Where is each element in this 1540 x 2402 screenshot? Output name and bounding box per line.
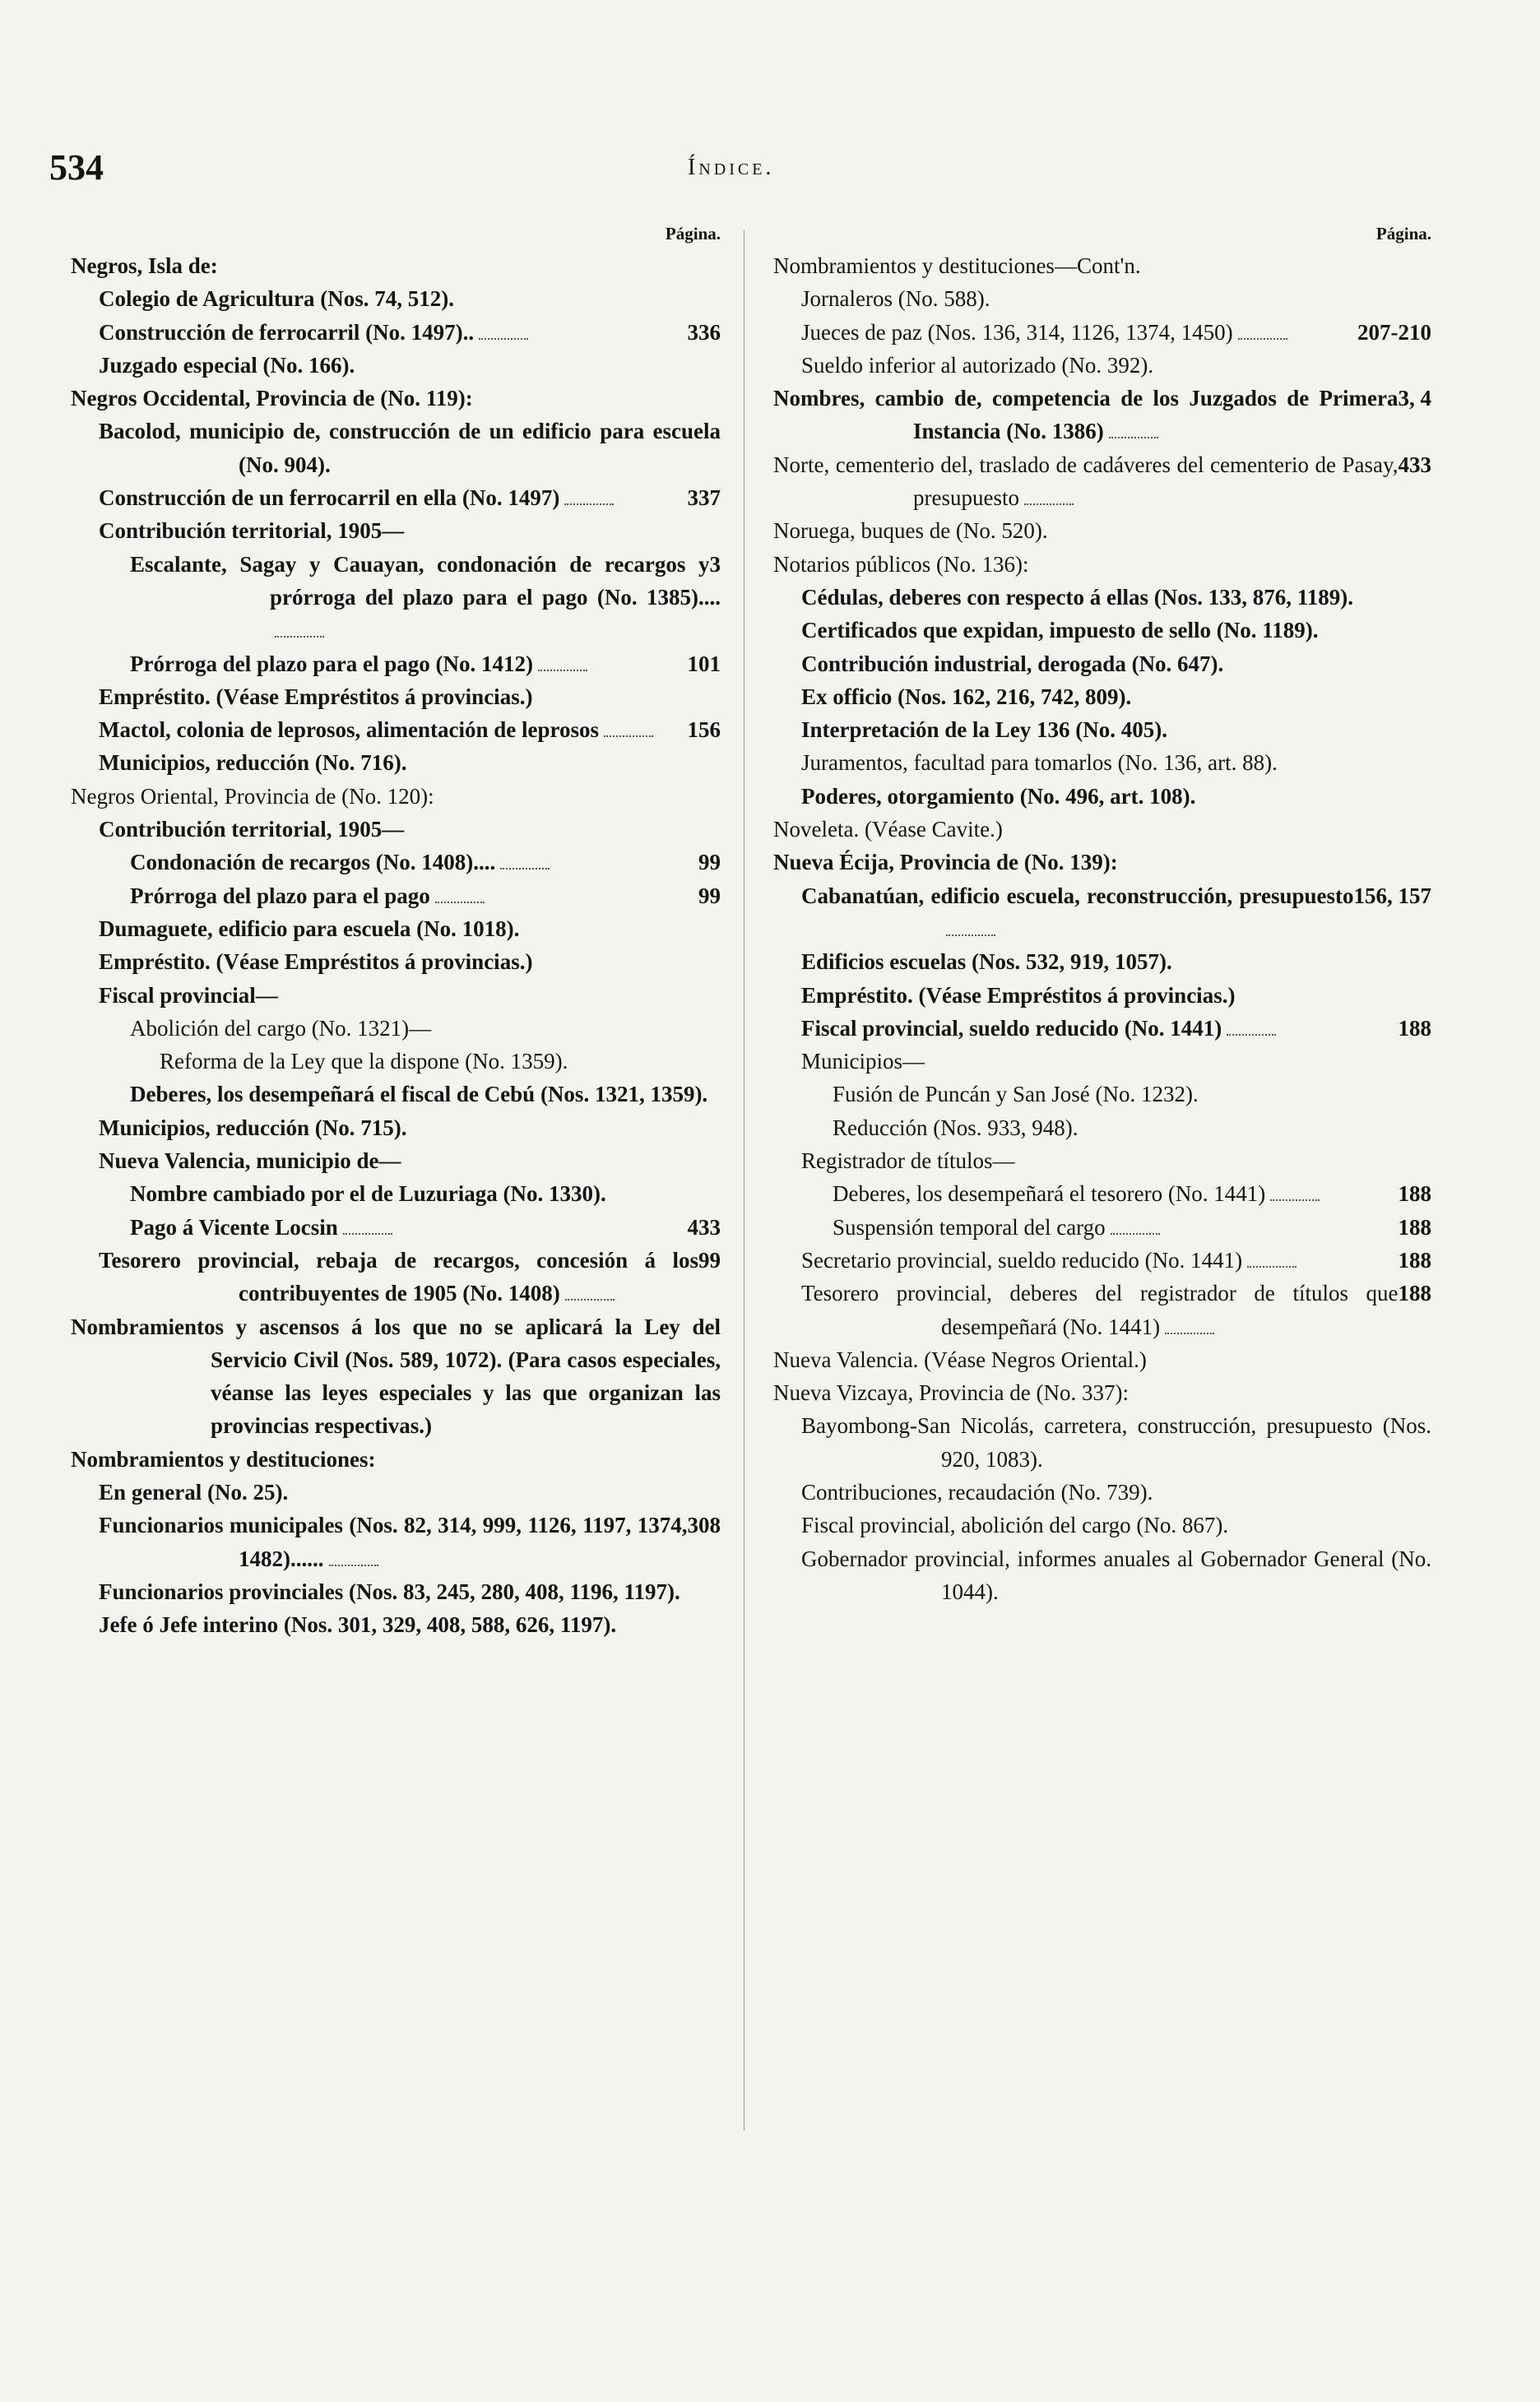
index-entry-page: 188	[1398, 1181, 1431, 1207]
index-entry	[71, 1211, 721, 1244]
dot-leader	[275, 636, 324, 638]
index-entry-text: En general (No. 25).	[99, 1479, 289, 1505]
index-entry	[71, 1144, 721, 1177]
index-entry	[71, 647, 721, 680]
index-entry	[71, 979, 721, 1012]
index-entry-text: Nombramientos y destituciones—Cont'n.	[773, 253, 1141, 278]
index-entry-text: Deberes, los desempeñará el tesorero (No. 1441)	[833, 1181, 1266, 1207]
index-entry-text: Municipios, reducción (No. 715).	[99, 1115, 407, 1140]
index-entry	[71, 912, 721, 945]
index-entry-text: Registrador de títulos—	[801, 1148, 1015, 1174]
index-entry	[71, 1244, 721, 1310]
index-entry-page: 188	[1398, 1247, 1431, 1273]
index-entry-text: Noruega, buques de (No. 520).	[773, 518, 1048, 544]
index-entry-text: Nueva Valencia. (Véase Negros Oriental.)	[773, 1347, 1147, 1372]
index-entry-text: Tesorero provincial, rebaja de recargos, concesión á los contribuyentes de 1905 (No. 1408)	[99, 1247, 698, 1306]
index-entry	[773, 1277, 1431, 1343]
index-entry	[773, 1177, 1431, 1210]
index-entry	[773, 1012, 1431, 1045]
dot-leader	[564, 503, 614, 505]
index-entry-page: 3, 4	[1398, 386, 1431, 411]
index-entry	[773, 1343, 1431, 1376]
dot-leader	[1109, 437, 1158, 438]
index-entry-text: Empréstito. (Véase Empréstitos á provincias.)	[99, 684, 533, 709]
index-entry-text: Negros Occidental, Provincia de (No. 119):	[71, 386, 473, 411]
index-entry-text: Fiscal provincial—	[99, 982, 278, 1008]
index-entry	[71, 514, 721, 547]
index-entry-text: Prórroga del plazo para el pago (No. 1412)	[130, 651, 533, 676]
index-entry-text: Gobernador provincial, informes anuales al Gobernador General (No. 1044).	[801, 1546, 1431, 1604]
index-entry-text: Mactol, colonia de leprosos, alimentación de leprosos	[99, 717, 599, 743]
index-entry	[773, 614, 1431, 647]
index-entry-text: Jueces de paz (Nos. 136, 314, 1126, 1374, 1450)	[801, 319, 1233, 345]
index-entry	[71, 1509, 721, 1575]
index-entry	[773, 647, 1431, 680]
index-entry	[773, 316, 1431, 349]
index-entry-text: Escalante, Sagay y Cauayan, condonación de recargos y prórroga del plazo para el pago (No. 1385)....	[130, 551, 721, 610]
index-entry	[773, 1376, 1431, 1409]
dot-leader	[1111, 1233, 1160, 1235]
index-entry	[71, 481, 721, 514]
right-entries	[773, 249, 1431, 1608]
index-entry-page: 336	[687, 319, 721, 345]
index-entry	[773, 282, 1431, 315]
index-entry-text: Abolición del cargo (No. 1321)—	[130, 1015, 432, 1041]
index-entry	[773, 1111, 1431, 1144]
index-entry	[71, 813, 721, 846]
index-entry-text: Empréstito. (Véase Empréstitos á provincias.)	[801, 982, 1236, 1008]
index-entry	[71, 780, 721, 813]
index-entry-text: Contribución industrial, derogada (No. 647).	[801, 651, 1224, 676]
index-entry-text: Norte, cementerio del, traslado de cadáveres del cementerio de Pasay, presupuesto	[773, 452, 1399, 511]
index-entry	[773, 1211, 1431, 1244]
index-entry-text: Empréstito. (Véase Empréstitos á provincias.)	[99, 949, 533, 975]
index-entry-text: Ex officio (Nos. 162, 216, 742, 809).	[801, 684, 1132, 709]
index-entry-text: Juramentos, facultad para tomarlos (No. 136, art. 88).	[801, 750, 1278, 776]
index-entry	[773, 1144, 1431, 1177]
index-entry-text: Nombres, cambio de, competencia de los Juzgados de Primera Instancia (No. 1386)	[773, 386, 1399, 444]
index-entry-text: Jornaleros (No. 588).	[801, 286, 990, 312]
index-entry	[773, 945, 1431, 978]
dot-leader	[1247, 1266, 1296, 1268]
page-number: 534	[49, 147, 104, 188]
index-entry-text: Negros, Isla de:	[71, 253, 218, 278]
index-entry-text: Pago á Vicente Locsin	[130, 1214, 338, 1240]
index-entry-text: Contribución territorial, 1905—	[99, 817, 405, 842]
index-entry	[71, 746, 721, 779]
index-entry	[71, 879, 721, 912]
index-entry-page: 308	[687, 1513, 721, 1538]
index-entry-text: Negros Oriental, Provincia de (No. 120):	[71, 783, 434, 809]
index-entry	[773, 713, 1431, 746]
index-entry-text: Suspensión temporal del cargo	[833, 1214, 1106, 1240]
index-entry	[773, 879, 1431, 946]
dot-leader	[1270, 1199, 1320, 1201]
index-entry-text: Deberes, los desempeñará el fiscal de Cebú (Nos. 1321, 1359).	[130, 1082, 708, 1107]
dot-leader	[565, 1299, 615, 1301]
dot-leader	[479, 338, 528, 340]
index-entry	[71, 415, 721, 481]
index-entry-text: Nueva Écija, Provincia de (No. 139):	[773, 850, 1118, 875]
index-entry	[71, 680, 721, 713]
index-entry	[71, 1078, 721, 1111]
index-entry-page: 188	[1398, 1281, 1431, 1306]
index-entry-page: 99	[698, 1247, 721, 1273]
right-column	[773, 218, 1431, 1608]
index-entry-text: Interpretación de la Ley 136 (No. 405).	[801, 717, 1167, 743]
index-entry-text: Colegio de Agricultura (Nos. 74, 512).	[99, 286, 454, 312]
index-entry-text: Noveleta. (Véase Cavite.)	[773, 817, 1003, 842]
index-entry	[773, 680, 1431, 713]
index-entry	[71, 1575, 721, 1608]
index-entry-text: Fiscal provincial, sueldo reducido (No. 1441)	[801, 1015, 1222, 1041]
index-entry	[71, 349, 721, 382]
index-entry-text: Funcionarios municipales (Nos. 82, 314, 999, 1126, 1197, 1374, 1482)......	[99, 1513, 688, 1571]
index-entry-text: Municipios—	[801, 1049, 925, 1074]
index-entry-text: Contribuciones, recaudación (No. 739).	[801, 1479, 1153, 1505]
index-entry	[71, 1443, 721, 1476]
index-entry-text: Reducción (Nos. 933, 948).	[833, 1115, 1078, 1140]
index-entry	[71, 945, 721, 978]
index-entry	[773, 448, 1431, 515]
index-entry-text: Poderes, otorgamiento (No. 496, art. 108).	[801, 783, 1196, 809]
index-entry	[71, 1476, 721, 1509]
dot-leader	[343, 1233, 392, 1235]
dot-leader	[604, 735, 653, 737]
index-entry	[773, 548, 1431, 581]
index-entry	[773, 1078, 1431, 1111]
index-entry-text: Reforma de la Ley que la dispone (No. 1359).	[160, 1049, 568, 1074]
index-entry	[773, 1045, 1431, 1078]
index-entry	[773, 746, 1431, 779]
index-entry-page: 101	[687, 651, 721, 676]
index-entry	[71, 249, 721, 282]
left-column	[71, 218, 721, 1641]
index-entry-text: Secretario provincial, sueldo reducido (No. 1441)	[801, 1247, 1243, 1273]
index-entry-text: Bacolod, municipio de, construcción de un edificio para escuela (No. 904).	[99, 419, 721, 477]
index-entry-text: Notarios públicos (No. 136):	[773, 551, 1029, 577]
index-entry	[773, 1542, 1431, 1609]
index-entry-text: Nombramientos y ascensos á los que no se aplicará la Ley del Servicio Civil (Nos. 589, 1072). (Para casos especiales, véanse las leyes especiales y las que organizan las provincias respectivas.)	[71, 1314, 721, 1439]
index-entry	[773, 1244, 1431, 1277]
index-entry	[71, 282, 721, 315]
index-entry-text: Municipios, reducción (No. 716).	[99, 750, 407, 776]
index-entry	[71, 1310, 721, 1443]
index-entry	[71, 1177, 721, 1210]
index-entry-text: Edificios escuelas (Nos. 532, 919, 1057).	[801, 949, 1172, 975]
index-entry-page: 156	[687, 717, 721, 743]
index-entry-text: Certificados que expidan, impuesto de sello (No. 1189).	[801, 618, 1319, 643]
dot-leader	[329, 1565, 378, 1566]
index-entry	[71, 713, 721, 746]
index-entry-text: Contribución territorial, 1905—	[99, 518, 405, 544]
index-entry	[71, 1608, 721, 1641]
index-entry-text: Bayombong-San Nicolás, carretera, construcción, presupuesto (Nos. 920, 1083).	[801, 1413, 1431, 1472]
index-entry	[773, 249, 1431, 282]
index-entry-page: 433	[687, 1214, 721, 1240]
dot-leader	[1227, 1034, 1276, 1036]
running-head: Índice.	[688, 155, 775, 180]
index-entry-text: Nueva Valencia, municipio de—	[99, 1148, 401, 1174]
index-entry-text: Nombre cambiado por el de Luzuriaga (No. 1330).	[130, 1181, 606, 1207]
index-entry	[773, 979, 1431, 1012]
index-entry-text: Construcción de un ferrocarril en ella (No. 1497)	[99, 485, 560, 511]
index-entry	[71, 382, 721, 415]
index-entry-text: Fusión de Puncán y San José (No. 1232).	[833, 1082, 1199, 1107]
index-entry-text: Nombramientos y destituciones:	[71, 1446, 376, 1472]
index-entry	[773, 1509, 1431, 1542]
index-entry-text: Jefe ó Jefe interino (Nos. 301, 329, 408, 588, 626, 1197).	[99, 1612, 617, 1638]
index-entry	[773, 349, 1431, 382]
index-entry	[71, 1012, 721, 1045]
index-entry	[71, 1111, 721, 1144]
index-entry-text: Juzgado especial (No. 166).	[99, 352, 355, 378]
dot-leader	[946, 934, 995, 936]
index-entry-text: Fiscal provincial, abolición del cargo (No. 867).	[801, 1513, 1229, 1538]
dot-leader	[1165, 1333, 1214, 1334]
dot-leader	[1238, 338, 1287, 340]
index-entry-text: Condonación de recargos (No. 1408)....	[130, 850, 496, 875]
index-entry-page: 99	[698, 850, 721, 875]
index-entry-page: 188	[1398, 1214, 1431, 1240]
index-entry	[773, 514, 1431, 547]
index-entry-page: 156, 157	[1353, 883, 1431, 908]
index-entry	[773, 846, 1431, 879]
index-entry-text: Cédulas, deberes con respecto á ellas (Nos. 133, 876, 1189).	[801, 584, 1353, 610]
page-column-label: Página.	[1375, 224, 1431, 243]
index-entry-page: 207-210	[1357, 319, 1431, 345]
index-entry	[773, 813, 1431, 846]
index-entry-text: Dumaguete, edificio para escuela (No. 1018).	[99, 916, 520, 941]
page-column-label: Página.	[665, 224, 721, 243]
index-entry-page: 188	[1398, 1015, 1431, 1041]
index-entry-page: 3	[709, 551, 721, 577]
dot-leader	[1024, 503, 1074, 505]
index-entry	[773, 581, 1431, 614]
index-entry-text: Sueldo inferior al autorizado (No. 392).	[801, 352, 1154, 378]
dot-leader	[500, 868, 550, 869]
index-entry	[71, 1045, 721, 1078]
dot-leader	[435, 902, 485, 903]
index-entry	[71, 846, 721, 879]
dot-leader	[538, 670, 587, 671]
index-entry	[71, 316, 721, 349]
index-entry	[773, 780, 1431, 813]
index-entry	[71, 548, 721, 647]
index-entry	[773, 1409, 1431, 1476]
index-entry-text: Prórroga del plazo para el pago	[130, 883, 430, 908]
index-entry-text: Tesorero provincial, deberes del registrador de títulos que desempeñará (No. 1441)	[801, 1281, 1399, 1339]
index-entry-text: Construcción de ferrocarril (No. 1497)..	[99, 319, 475, 345]
index-entry-text: Cabanatúan, edificio escuela, reconstrucción, presupuesto	[801, 883, 1354, 908]
index-entry-page: 337	[687, 485, 721, 511]
left-entries	[71, 249, 721, 1641]
index-entry-text: Nueva Vizcaya, Provincia de (No. 337):	[773, 1380, 1129, 1406]
index-entry	[773, 382, 1431, 448]
index-entry-page: 99	[698, 883, 721, 908]
index-entry-page: 433	[1398, 452, 1431, 477]
index-entry	[773, 1476, 1431, 1509]
index-entry-text: Funcionarios provinciales (Nos. 83, 245, 280, 408, 1196, 1197).	[99, 1579, 680, 1604]
